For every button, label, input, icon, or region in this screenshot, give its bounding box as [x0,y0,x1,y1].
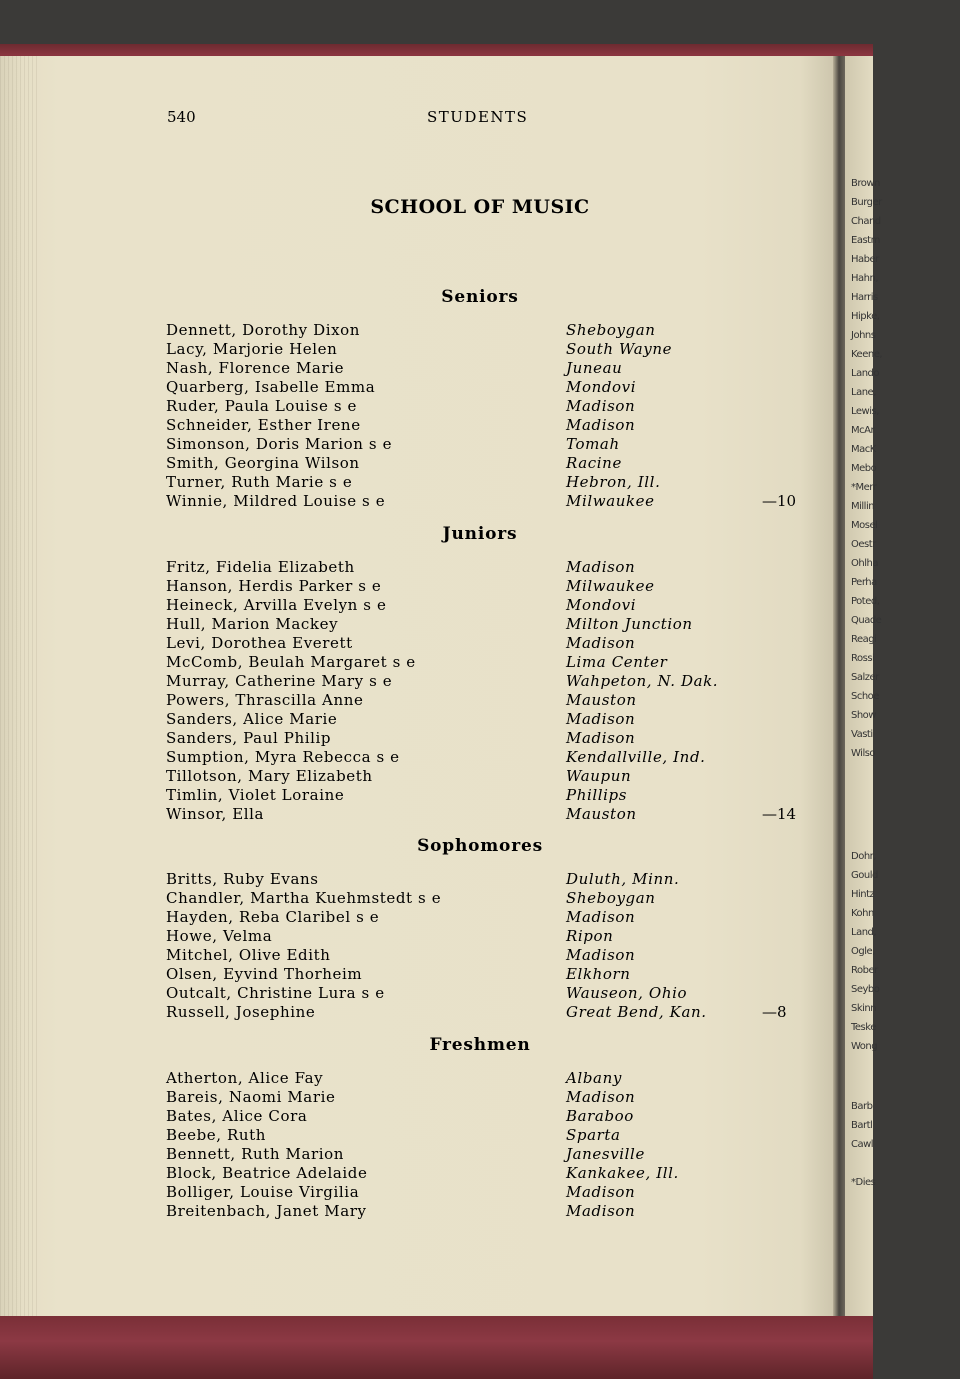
student-hometown: Milton Junction [566,615,693,633]
facing-page-fragment: Ohlha [851,558,878,569]
student-name: Bennett, Ruth Marion [166,1145,345,1163]
student-name: Block, Beatrice Adelaide [166,1164,368,1182]
facing-page-fragment: MacK [851,444,876,455]
section-total: —10 [762,492,797,510]
page-title: SCHOOL OF MUSIC [370,196,590,218]
student-hometown: Wahpeton, N. Dak. [566,672,719,690]
student-hometown: Great Bend, Kan. [566,1003,707,1021]
student-row [166,492,806,511]
student-row [166,1107,806,1126]
student-hometown: Madison [566,1202,636,1220]
facing-page-fragment: *Dies [851,1177,876,1188]
facing-page-fragment: Hahn, [851,273,879,284]
student-row [166,340,806,359]
student-row [166,908,806,927]
student-name: Timlin, Violet Loraine [166,786,345,804]
student-hometown: Madison [566,1088,636,1106]
student-row [166,984,806,1003]
student-row [166,672,806,691]
student-name: Olsen, Eyvind Thorheim [166,965,363,983]
student-hometown: Sparta [566,1126,621,1144]
student-row [166,965,806,984]
student-hometown: Madison [566,416,636,434]
facing-page-fragment: Harris [851,292,878,303]
facing-page-fragment: Skinn [851,1003,877,1014]
student-name: Britts, Ruby Evans [166,870,319,888]
student-hometown: Baraboo [566,1107,634,1125]
student-row [166,1164,806,1183]
book-binding-bottom [0,1316,873,1379]
facing-page-fragment: Cawl [851,1139,874,1150]
student-hometown: Madison [566,908,636,926]
student-hometown: Mondovi [566,596,637,614]
student-list-juniors [166,558,806,824]
student-row [166,615,806,634]
student-hometown: Madison [566,946,636,964]
student-name: Mitchel, Olive Edith [166,946,331,964]
running-title: STUDENTS [427,108,529,126]
student-hometown: Sheboygan [566,321,656,339]
student-name: Turner, Ruth Marie s e [166,473,353,491]
student-name: Lacy, Marjorie Helen [166,340,338,358]
student-name: Beebe, Ruth [166,1126,267,1144]
facing-page-edge [845,56,883,1318]
student-name: Howe, Velma [166,927,273,945]
facing-page-fragment: Mosel [851,520,878,531]
student-name: Ruder, Paula Louise s e [166,397,357,415]
student-hometown: Lima Center [566,653,668,671]
student-name: Quarberg, Isabelle Emma [166,378,376,396]
student-hometown: Madison [566,729,636,747]
facing-page-fragment: Dohr, [851,851,876,862]
student-hometown: Elkhorn [566,965,631,983]
facing-page-fragment: Schoe [851,691,879,702]
student-hometown: Duluth, Minn. [566,870,680,888]
facing-page-fragment: Lane, [851,387,876,398]
book-gutter [833,56,845,1318]
student-name: Murray, Catherine Mary s e [166,672,393,690]
facing-page-fragment: Ogle, [851,946,875,957]
student-row [166,1126,806,1145]
student-row [166,805,806,824]
facing-page-fragment: Wilso [851,748,876,759]
student-hometown: Madison [566,710,636,728]
student-hometown: Milwaukee [566,492,655,510]
student-row [166,558,806,577]
student-row [166,786,806,805]
facing-page-fragment: Vasti [851,729,873,740]
student-name: Hayden, Reba Claribel s e [166,908,380,926]
student-row [166,359,806,378]
student-hometown: Juneau [566,359,623,377]
student-row [166,767,806,786]
student-name: Sanders, Paul Philip [166,729,332,747]
student-hometown: Mondovi [566,378,637,396]
student-list-sophomores [166,870,806,1022]
facing-page-fragment: Chand [851,216,881,227]
student-name: Levi, Dorothea Everett [166,634,353,652]
facing-page-fragment: Reagi [851,634,877,645]
page-number: 540 [167,108,196,126]
student-hometown: Wauseon, Ohio [566,984,688,1002]
facing-page-fragment: Teske [851,1022,876,1033]
student-name: Winnie, Mildred Louise s e [166,492,386,510]
student-name: McComb, Beulah Margaret s e [166,653,416,671]
student-row [166,748,806,767]
student-name: Bolliger, Louise Virgilia [166,1183,360,1201]
student-row [166,927,806,946]
facing-page-fragment: Haber [851,254,879,265]
facing-page-fragment: *Merr [851,482,877,493]
student-row [166,577,806,596]
facing-page-fragment: Johns [851,330,876,341]
facing-page-fragment: Land, [851,927,877,938]
student-row [166,729,806,748]
facing-page-fragment: Keene, [851,349,883,360]
student-name: Russell, Josephine [166,1003,316,1021]
student-name: Hanson, Herdis Parker s e [166,577,382,595]
student-row [166,596,806,615]
facing-page-fragment: Brown [851,178,880,189]
student-row [166,378,806,397]
facing-page-fragment: Quade [851,615,882,626]
student-name: Sanders, Alice Marie [166,710,338,728]
facing-page-fragment: Lando [851,368,880,379]
student-hometown: Mauston [566,805,637,823]
facing-page-fragment: Rossi [851,653,875,664]
facing-page-fragment: Show [851,710,876,721]
student-name: Tillotson, Mary Elizabeth [166,767,373,785]
student-name: Nash, Florence Marie [166,359,345,377]
facing-page-fragment: Kohn [851,908,874,919]
student-row [166,1183,806,1202]
student-name: Bates, Alice Cora [166,1107,308,1125]
student-row [166,653,806,672]
facing-page-fragment: Hipke, [851,311,880,322]
student-hometown: Madison [566,558,636,576]
facing-page-fragment: Millin [851,501,875,512]
section-total: —14 [762,805,797,823]
student-row [166,1202,806,1221]
section-heading-sophomores: Sophomores [417,836,543,856]
student-name: Schneider, Esther Irene [166,416,361,434]
student-row [166,1145,806,1164]
student-name: Simonson, Doris Marion s e [166,435,393,453]
student-list-seniors [166,321,806,511]
student-name: Smith, Georgina Wilson [166,454,360,472]
facing-page-fragment: Perha [851,577,877,588]
student-row [166,889,806,908]
student-hometown: Milwaukee [566,577,655,595]
page-edge [0,56,40,1318]
facing-page-fragment: Eastm [851,235,880,246]
student-row [166,435,806,454]
student-name: Atherton, Alice Fay [166,1069,324,1087]
facing-page-fragment: Oestr [851,539,876,550]
student-hometown: Waupun [566,767,632,785]
student-name: Powers, Thrascilla Anne [166,691,364,709]
section-heading-seniors: Seniors [441,287,519,307]
student-name: Outcalt, Christine Lura s e [166,984,385,1002]
student-name: Dennett, Dorothy Dixon [166,321,361,339]
student-row [166,1069,806,1088]
facing-page-fragment: Lewis, [851,406,879,417]
facing-page-fragment: Hintz [851,889,875,900]
facing-page-fragment: Mebo [851,463,877,474]
student-row [166,416,806,435]
student-name: Chandler, Martha Kuehmstedt s e [166,889,442,907]
section-total: —8 [762,1003,787,1021]
facing-page-fragment: Barb [851,1101,873,1112]
section-heading-freshmen: Freshmen [429,1035,531,1055]
facing-page-fragment: Bartl [851,1120,873,1131]
student-hometown: Kendallville, Ind. [566,748,706,766]
student-name: Bareis, Naomi Marie [166,1088,336,1106]
student-hometown: Madison [566,634,636,652]
student-hometown: Madison [566,397,636,415]
student-hometown: Ripon [566,927,614,945]
student-list-freshmen [166,1069,806,1221]
facing-page-fragment: McAr [851,425,875,436]
facing-page-fragment: Seybo [851,984,880,995]
student-row [166,397,806,416]
student-row [166,454,806,473]
facing-page-fragment: Wong [851,1041,878,1052]
facing-page-fragment: Gould [851,870,878,881]
student-row [166,634,806,653]
student-hometown: Sheboygan [566,889,656,907]
student-row [166,870,806,889]
student-name: Sumption, Myra Rebecca s e [166,748,400,766]
student-row [166,1088,806,1107]
student-hometown: Phillips [566,786,628,804]
facing-page-fragment: Poted, [851,596,880,607]
student-hometown: Janesville [566,1145,645,1163]
student-row [166,321,806,340]
facing-page-fragment: Rober [851,965,878,976]
student-row [166,946,806,965]
student-hometown: South Wayne [566,340,673,358]
student-hometown: Albany [566,1069,622,1087]
facing-page-fragment: Burger [851,197,882,208]
student-name: Heineck, Arvilla Evelyn s e [166,596,387,614]
student-hometown: Racine [566,454,622,472]
student-name: Winsor, Ella [166,805,265,823]
student-hometown: Madison [566,1183,636,1201]
student-hometown: Kankakee, Ill. [566,1164,679,1182]
student-hometown: Mauston [566,691,637,709]
student-row [166,710,806,729]
student-row [166,691,806,710]
student-name: Breitenbach, Janet Mary [166,1202,367,1220]
student-hometown: Hebron, Ill. [566,473,661,491]
facing-page-fragment: Salzer [851,672,879,683]
student-name: Hull, Marion Mackey [166,615,339,633]
student-name: Fritz, Fidelia Elizabeth [166,558,355,576]
student-row [166,473,806,492]
student-hometown: Tomah [566,435,620,453]
section-heading-juniors: Juniors [442,524,518,544]
student-row [166,1003,806,1022]
